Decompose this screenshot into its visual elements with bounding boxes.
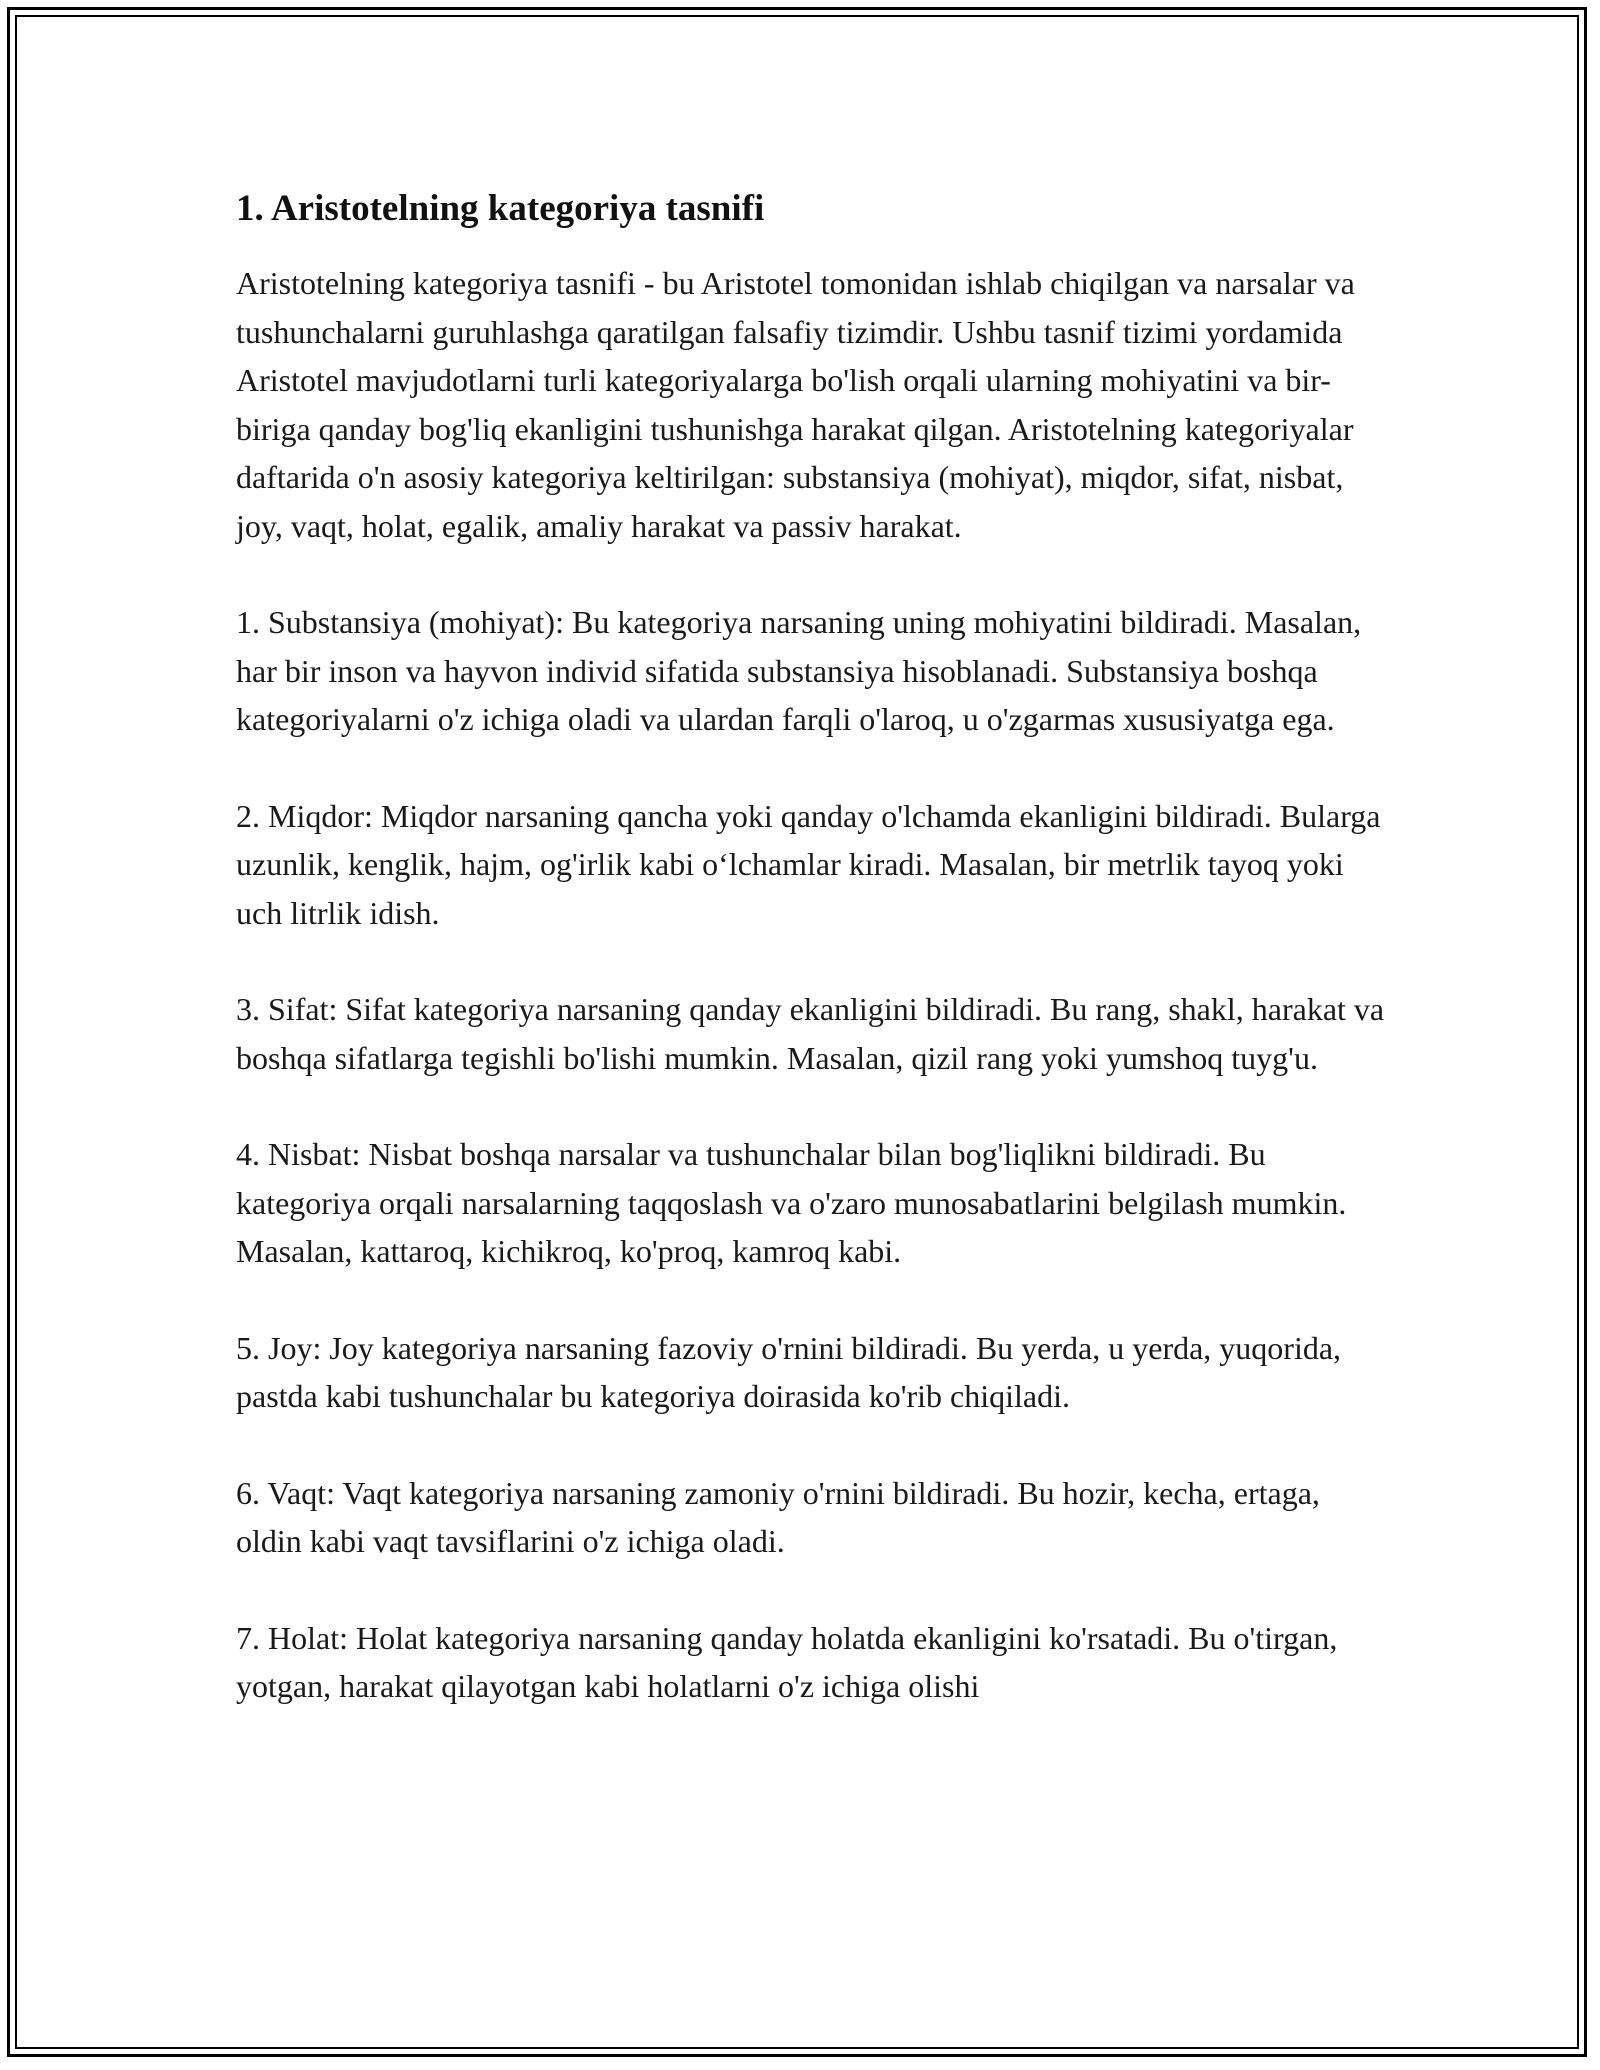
paragraph-holat: 7. Holat: Holat kategoriya narsaning qanday holatda ekanligini ko'rsatadi. Bu o'tirgan, yotgan, harakat qilayotgan kabi holatlarni o'z ichiga olishi <box>236 1619 1338 1704</box>
document-heading: 1. Aristotelning kategoriya tasnifi <box>236 188 765 229</box>
paragraph-substansiya: 1. Substansiya (mohiyat): Bu kategoriya narsaning uning mohiyatini bildiradi. Masalan, har bir inson va hayvon individ sifatida substansiya hisoblanadi. Substansiya boshqa kategoriyalarni o'z ichiga oladi va ulardan farqli o'laroq, u o'zgarmas xususiyatga ega. <box>236 604 1362 737</box>
intro-paragraph: Aristotelning kategoriya tasnifi - bu Aristotel tomonidan ishlab chiqilgan va narsalar va tushunchalarni guruhlashga qaratilgan falsafiy tizimdir. Ushbu tasnif tizimi yordamida Aristotel mavjudotlarni turli kategoriyalarga bo'lish orqali ularning mohiyatini va bir-biriga qanday bog'liq ekanligini tushunishga harakat qilgan. Aristotelning kategoriyalar daftarida o'n asosiy kategoriya keltirilgan: substansiya (mohiyat), miqdor, sifat, nisbat, joy, vaqt, holat, egalik, amaliy harakat va passiv harakat. <box>236 265 1355 544</box>
document-body <box>236 185 1386 1759</box>
paragraph-joy: 5. Joy: Joy kategoriya narsaning fazoviy o'rnini bildiradi. Bu yerda, u yerda, yuqorida, pastda kabi tushunchalar bu kategoriya doirasida ko'rib chiqiladi. <box>236 1329 1342 1414</box>
paragraph-vaqt: 6. Vaqt: Vaqt kategoriya narsaning zamoniy o'rnini bildiradi. Bu hozir, kecha, ertaga, oldin kabi vaqt tavsiflarini o'z ichiga oladi. <box>236 1474 1320 1559</box>
paragraph-miqdor: 2. Miqdor: Miqdor narsaning qancha yoki qanday o'lchamda ekanligini bildiradi. Bularga uzunlik, kenglik, hajm, og'irlik kabi o‘lchamlar kiradi. Masalan, bir metrlik tayoq yoki uch litrlik idish. <box>236 797 1381 931</box>
paragraph-sifat: 3. Sifat: Sifat kategoriya narsaning qanday ekanligini bildiradi. Bu rang, shakl, harakat va boshqa sifatlarga tegishli bo'lishi mumkin. Masalan, qizil rang yoki yumshoq tuyg'u. <box>236 991 1385 1076</box>
paragraph-nisbat: 4. Nisbat: Nisbat boshqa narsalar va tushunchalar bilan bog'liqlikni bildiradi. Bu kategoriya orqali narsalarning taqqoslash va o'zaro munosabatlarini belgilash mumkin. Masalan, kattaroq, kichikroq, ko'proq, kamroq kabi. <box>236 1136 1347 1269</box>
